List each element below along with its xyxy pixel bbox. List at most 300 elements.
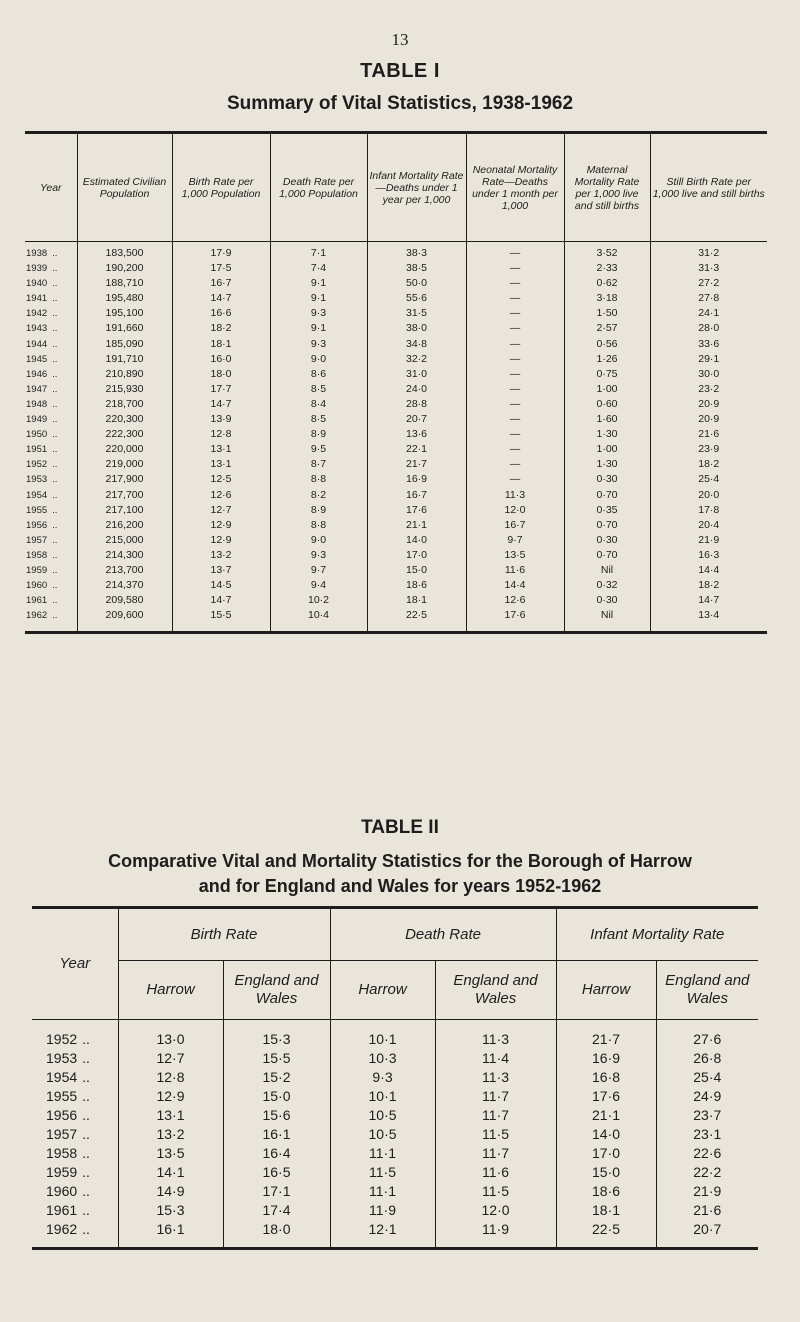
table-cell: 0·70 <box>564 488 650 503</box>
col-header-death-rate: Death Rate per 1,000 Population <box>270 133 367 242</box>
table-cell: 18·6 <box>367 578 466 593</box>
table-cell: 9·0 <box>270 352 367 367</box>
col-header-neonatal-mortality: Neonatal Mortality Rate—Deaths under 1 month per 1,000 <box>466 133 564 242</box>
table-cell: 11·4 <box>435 1049 556 1068</box>
table-row <box>25 321 767 336</box>
table-cell: 11·1 <box>330 1144 435 1163</box>
table-row <box>32 1163 758 1182</box>
table-cell: 8·9 <box>270 427 367 442</box>
table-cell: 15·0 <box>223 1087 330 1106</box>
table-cell: 27·6 <box>656 1020 758 1050</box>
table-cell: 17·6 <box>367 503 466 518</box>
table-cell: 14·0 <box>367 533 466 548</box>
year-cell <box>25 291 77 306</box>
year-value: 1942 <box>26 308 48 320</box>
year-cell <box>32 1125 118 1144</box>
year-value: 1959 <box>46 1164 78 1180</box>
table-row <box>25 367 767 382</box>
table-row <box>25 548 767 563</box>
table1-header-row <box>25 133 767 242</box>
table-cell: 3·18 <box>564 291 650 306</box>
col-header-year: Year <box>32 908 118 1020</box>
table-cell: 25·4 <box>656 1068 758 1087</box>
table-cell: 9·1 <box>270 276 367 291</box>
year-value: 1944 <box>26 338 48 350</box>
sub-header-harrow: Harrow <box>556 961 656 1020</box>
table-cell: — <box>466 261 564 276</box>
table-cell: 12·0 <box>466 503 564 518</box>
table-row <box>25 427 767 442</box>
table-cell: Nil <box>564 608 650 633</box>
table-cell: 18·2 <box>172 321 270 336</box>
row-leader: .. <box>82 1069 90 1085</box>
table-cell: 14·4 <box>466 578 564 593</box>
row-leader: .. <box>82 1088 90 1104</box>
group-header-death-rate: Death Rate <box>330 908 556 961</box>
table-cell: 18·2 <box>650 578 767 593</box>
row-leader: .. <box>52 474 58 486</box>
table-cell: — <box>466 321 564 336</box>
year-cell <box>32 1068 118 1087</box>
table-cell: 0·30 <box>564 593 650 608</box>
row-leader: .. <box>52 595 58 607</box>
table-cell: 8·7 <box>270 457 367 472</box>
row-leader: .. <box>52 263 58 275</box>
year-value: 1957 <box>46 1126 78 1142</box>
table-row <box>25 503 767 518</box>
table-cell: 8·4 <box>270 397 367 412</box>
row-leader: .. <box>52 308 58 320</box>
year-value: 1946 <box>26 368 48 380</box>
table-cell: 0·32 <box>564 578 650 593</box>
table-cell: 14·1 <box>118 1163 223 1182</box>
table2-subtitle-line2: and for England and Wales for years 1952-1962 <box>198 876 602 896</box>
table-cell: 9·3 <box>270 548 367 563</box>
table-cell: 12·6 <box>172 488 270 503</box>
table-cell: 12·0 <box>435 1201 556 1220</box>
table-cell: 38·5 <box>367 261 466 276</box>
table-cell: 18·2 <box>650 457 767 472</box>
table-cell: 11·7 <box>435 1106 556 1125</box>
table-cell: — <box>466 457 564 472</box>
table-cell: 9·1 <box>270 321 367 336</box>
table-row <box>25 608 767 633</box>
table-cell: 14·7 <box>172 397 270 412</box>
table-cell: 190,200 <box>77 261 172 276</box>
table-cell: — <box>466 442 564 457</box>
table-cell: 13·5 <box>118 1144 223 1163</box>
table-cell: 12·9 <box>172 533 270 548</box>
group-header-birth-rate: Birth Rate <box>118 908 330 961</box>
table-cell: 28·0 <box>650 321 767 336</box>
table-cell: 14·7 <box>172 291 270 306</box>
table-cell: 27·2 <box>650 276 767 291</box>
row-leader: .. <box>82 1050 90 1066</box>
table-cell: 17·7 <box>172 382 270 397</box>
year-cell <box>25 593 77 608</box>
year-cell <box>25 337 77 352</box>
year-value: 1939 <box>26 263 48 275</box>
table-cell: 15·6 <box>223 1106 330 1125</box>
year-cell <box>25 457 77 472</box>
year-value: 1961 <box>46 1202 78 1218</box>
year-cell <box>32 1020 118 1050</box>
table-cell: 222,300 <box>77 427 172 442</box>
table-cell: 2·33 <box>564 261 650 276</box>
row-leader: .. <box>52 278 58 290</box>
table-cell: 1·30 <box>564 427 650 442</box>
table-cell: 8·5 <box>270 412 367 427</box>
table-cell: 20·7 <box>656 1220 758 1249</box>
table-cell: 8·9 <box>270 503 367 518</box>
year-value: 1955 <box>26 504 48 516</box>
table-cell: 185,090 <box>77 337 172 352</box>
table-row <box>25 397 767 412</box>
row-leader: .. <box>82 1183 90 1199</box>
table-cell: 33·6 <box>650 337 767 352</box>
table-cell: Nil <box>564 563 650 578</box>
table-cell: 12·7 <box>172 503 270 518</box>
row-leader: .. <box>52 383 58 395</box>
table-cell: 16·1 <box>118 1220 223 1249</box>
row-leader: .. <box>82 1126 90 1142</box>
table-cell: 9·3 <box>270 306 367 321</box>
row-leader: .. <box>52 580 58 592</box>
year-value: 1962 <box>26 610 48 622</box>
col-header-birth-rate: Birth Rate per 1,000 Population <box>172 133 270 242</box>
table-cell: 11·3 <box>435 1068 556 1087</box>
table-cell: 216,200 <box>77 518 172 533</box>
table-cell: 10·2 <box>270 593 367 608</box>
table-row <box>25 261 767 276</box>
table-cell: 214,300 <box>77 548 172 563</box>
table-cell: 24·1 <box>650 306 767 321</box>
table-cell: 17·6 <box>466 608 564 633</box>
table-cell: 20·7 <box>367 412 466 427</box>
year-value: 1950 <box>26 429 48 441</box>
year-cell <box>32 1087 118 1106</box>
year-value: 1951 <box>26 444 48 456</box>
row-leader: .. <box>52 248 58 259</box>
table-cell: 38·3 <box>367 242 466 262</box>
year-value: 1959 <box>26 564 48 576</box>
table-cell: 9·5 <box>270 442 367 457</box>
table-cell: — <box>466 276 564 291</box>
table-cell: 30·0 <box>650 367 767 382</box>
table-row <box>25 457 767 472</box>
table-cell: 8·6 <box>270 367 367 382</box>
table2-group-header-row <box>32 908 758 961</box>
table1-subtitle: Summary of Vital Statistics, 1938-1962 <box>226 93 574 114</box>
table-row <box>25 533 767 548</box>
table-cell: 2·57 <box>564 321 650 336</box>
year-cell <box>25 427 77 442</box>
year-value: 1940 <box>26 278 48 290</box>
year-value: 1956 <box>26 519 48 531</box>
row-leader: .. <box>52 534 58 546</box>
table-cell: 12·8 <box>118 1068 223 1087</box>
year-cell <box>25 352 77 367</box>
sub-header-harrow: Harrow <box>330 961 435 1020</box>
table-cell: 13·9 <box>172 412 270 427</box>
table-cell: 14·7 <box>172 593 270 608</box>
table-cell: 12·9 <box>118 1087 223 1106</box>
table-cell: 16·7 <box>367 488 466 503</box>
table-cell: 24·9 <box>656 1087 758 1106</box>
table-cell: 1·26 <box>564 352 650 367</box>
table-cell: 32·2 <box>367 352 466 367</box>
year-cell <box>25 503 77 518</box>
table-cell: 16·4 <box>223 1144 330 1163</box>
row-leader: .. <box>52 444 58 456</box>
table-cell: 15·0 <box>556 1163 656 1182</box>
table-cell: 16·7 <box>172 276 270 291</box>
table-cell: 0·70 <box>564 518 650 533</box>
table-cell: 188,710 <box>77 276 172 291</box>
table-cell: 20·9 <box>650 412 767 427</box>
table-cell: 21·1 <box>556 1106 656 1125</box>
table-row <box>25 578 767 593</box>
table-cell: 3·52 <box>564 242 650 262</box>
table-cell: 21·1 <box>367 518 466 533</box>
table-row <box>25 382 767 397</box>
row-leader: .. <box>52 610 58 622</box>
table-cell: 219,000 <box>77 457 172 472</box>
table-cell: 16·1 <box>223 1125 330 1144</box>
table2-subtitle-line1: Comparative Vital and Mortality Statistics for the Borough of Harrow <box>108 851 692 871</box>
row-leader: .. <box>52 414 58 426</box>
table-cell: 15·5 <box>223 1049 330 1068</box>
table-cell: 1·00 <box>564 382 650 397</box>
table-cell: 10·4 <box>270 608 367 633</box>
table-row <box>25 352 767 367</box>
table-cell: — <box>466 352 564 367</box>
table-row <box>25 291 767 306</box>
table-cell: 11·5 <box>435 1182 556 1201</box>
row-leader: .. <box>52 429 58 441</box>
table-cell: 13·4 <box>650 608 767 633</box>
table-cell: 209,580 <box>77 593 172 608</box>
table-cell: 50·0 <box>367 276 466 291</box>
table-cell: 22·5 <box>367 608 466 633</box>
table-cell: 12·1 <box>330 1220 435 1249</box>
table-cell: 1·30 <box>564 457 650 472</box>
table-cell: 13·5 <box>466 548 564 563</box>
table-row <box>32 1201 758 1220</box>
table-cell: 191,710 <box>77 352 172 367</box>
page-number: 13 <box>391 30 409 49</box>
table-cell: 31·2 <box>650 242 767 262</box>
sub-header-england-wales: England and Wales <box>656 961 758 1020</box>
row-leader: .. <box>82 1164 90 1180</box>
row-leader: .. <box>52 564 58 576</box>
table-cell: 15·0 <box>367 563 466 578</box>
table2-sub-header-row <box>32 961 758 1020</box>
table-cell: 11·3 <box>466 488 564 503</box>
table-cell: 16·6 <box>172 306 270 321</box>
table-cell: 9·4 <box>270 578 367 593</box>
table-cell: 13·6 <box>367 427 466 442</box>
table-row <box>25 472 767 487</box>
table-cell: 13·2 <box>172 548 270 563</box>
table-cell: 31·3 <box>650 261 767 276</box>
table-cell: 15·5 <box>172 608 270 633</box>
year-cell <box>32 1220 118 1249</box>
table-cell: 13·7 <box>172 563 270 578</box>
table-cell: 11·5 <box>435 1125 556 1144</box>
table-cell: 217,900 <box>77 472 172 487</box>
table-cell: 17·1 <box>223 1182 330 1201</box>
table-cell: 12·9 <box>172 518 270 533</box>
row-leader: .. <box>82 1221 90 1237</box>
table-cell: 23·2 <box>650 382 767 397</box>
table-row <box>32 1106 758 1125</box>
table-cell: 12·6 <box>466 593 564 608</box>
table-cell: 21·9 <box>650 533 767 548</box>
table-cell: 21·6 <box>650 427 767 442</box>
table-cell: 23·1 <box>656 1125 758 1144</box>
year-cell <box>25 563 77 578</box>
table-row <box>32 1182 758 1201</box>
table-row <box>25 276 767 291</box>
table-cell: 16·0 <box>172 352 270 367</box>
year-value: 1938 <box>26 248 48 259</box>
table-cell: 26·8 <box>656 1049 758 1068</box>
row-leader: .. <box>52 549 58 561</box>
table-cell: 14·0 <box>556 1125 656 1144</box>
year-cell <box>32 1049 118 1068</box>
year-value: 1960 <box>26 580 48 592</box>
year-value: 1961 <box>26 595 48 607</box>
table-cell: 22·5 <box>556 1220 656 1249</box>
table-cell: 38·0 <box>367 321 466 336</box>
col-header-population: Estimated Civilian Population <box>77 133 172 242</box>
row-leader: .. <box>52 504 58 516</box>
row-leader: .. <box>52 323 58 335</box>
table-cell: 9·3 <box>270 337 367 352</box>
table-cell: 10·1 <box>330 1020 435 1050</box>
year-cell <box>32 1106 118 1125</box>
table-cell: 213,700 <box>77 563 172 578</box>
year-cell <box>25 442 77 457</box>
table-row <box>25 306 767 321</box>
table-cell: 183,500 <box>77 242 172 262</box>
table-cell: 1·00 <box>564 442 650 457</box>
table-cell: 11·9 <box>435 1220 556 1249</box>
table-cell: 209,600 <box>77 608 172 633</box>
year-cell <box>25 306 77 321</box>
table-row <box>25 563 767 578</box>
table-cell: 11·3 <box>435 1020 556 1050</box>
table-cell: 13·1 <box>172 442 270 457</box>
table-cell: — <box>466 242 564 262</box>
table-cell: 0·60 <box>564 397 650 412</box>
table-cell: 15·2 <box>223 1068 330 1087</box>
table-cell: 17·5 <box>172 261 270 276</box>
sub-header-england-wales: England and Wales <box>435 961 556 1020</box>
group-header-infant-mortality: Infant Mortality Rate <box>556 908 758 961</box>
table-row <box>25 488 767 503</box>
table-cell: — <box>466 397 564 412</box>
year-cell <box>25 412 77 427</box>
table-cell: 34·8 <box>367 337 466 352</box>
table-cell: — <box>466 472 564 487</box>
row-leader: .. <box>82 1202 90 1218</box>
year-value: 1960 <box>46 1183 78 1199</box>
table-cell: 11·7 <box>435 1087 556 1106</box>
table-cell: 0·62 <box>564 276 650 291</box>
year-value: 1957 <box>26 534 48 546</box>
table-cell: 220,000 <box>77 442 172 457</box>
table-cell: 11·6 <box>435 1163 556 1182</box>
table-cell: 9·7 <box>466 533 564 548</box>
col-header-infant-mortality: Infant Mortality Rate—Deaths under 1 year per 1,000 <box>367 133 466 242</box>
year-value: 1952 <box>46 1031 78 1047</box>
year-cell <box>32 1163 118 1182</box>
table-cell: 21·7 <box>367 457 466 472</box>
year-value: 1941 <box>26 293 48 305</box>
table-cell: — <box>466 291 564 306</box>
table-cell: 11·9 <box>330 1201 435 1220</box>
table-cell: 13·1 <box>118 1106 223 1125</box>
table-cell: — <box>466 337 564 352</box>
table-cell: 10·5 <box>330 1106 435 1125</box>
year-cell <box>25 578 77 593</box>
table-cell: 16·9 <box>367 472 466 487</box>
table-cell: 21·7 <box>556 1020 656 1050</box>
table-cell: 17·0 <box>367 548 466 563</box>
table-cell: 195,480 <box>77 291 172 306</box>
year-value: 1948 <box>26 398 48 410</box>
table-cell: 217,100 <box>77 503 172 518</box>
table-cell: 11·7 <box>435 1144 556 1163</box>
table2-title: TABLE II <box>361 817 439 838</box>
row-leader: .. <box>52 293 58 305</box>
table-cell: 14·4 <box>650 563 767 578</box>
table-cell: 22·1 <box>367 442 466 457</box>
table-cell: 18·0 <box>223 1220 330 1249</box>
table-cell: 17·4 <box>223 1201 330 1220</box>
table-cell: 0·30 <box>564 472 650 487</box>
year-value: 1958 <box>26 549 48 561</box>
table-row <box>32 1087 758 1106</box>
table-cell: 20·0 <box>650 488 767 503</box>
row-leader: .. <box>52 338 58 350</box>
year-value: 1953 <box>46 1050 78 1066</box>
year-cell <box>32 1201 118 1220</box>
year-cell <box>25 321 77 336</box>
table-row <box>25 242 767 262</box>
year-value: 1958 <box>46 1145 78 1161</box>
table-cell: — <box>466 306 564 321</box>
row-leader: .. <box>52 353 58 365</box>
table-cell: 8·8 <box>270 472 367 487</box>
table-cell: 25·4 <box>650 472 767 487</box>
year-value: 1947 <box>26 383 48 395</box>
table-cell: 220,300 <box>77 412 172 427</box>
table-cell: 18·1 <box>367 593 466 608</box>
table-cell: 14·7 <box>650 593 767 608</box>
table-cell: 210,890 <box>77 367 172 382</box>
year-value: 1953 <box>26 474 48 486</box>
table-cell: 0·35 <box>564 503 650 518</box>
sub-header-england-wales: England and Wales <box>223 961 330 1020</box>
table-cell: 1·60 <box>564 412 650 427</box>
table-cell: 0·70 <box>564 548 650 563</box>
table-cell: 17·9 <box>172 242 270 262</box>
year-value: 1952 <box>26 459 48 471</box>
table-cell: — <box>466 427 564 442</box>
